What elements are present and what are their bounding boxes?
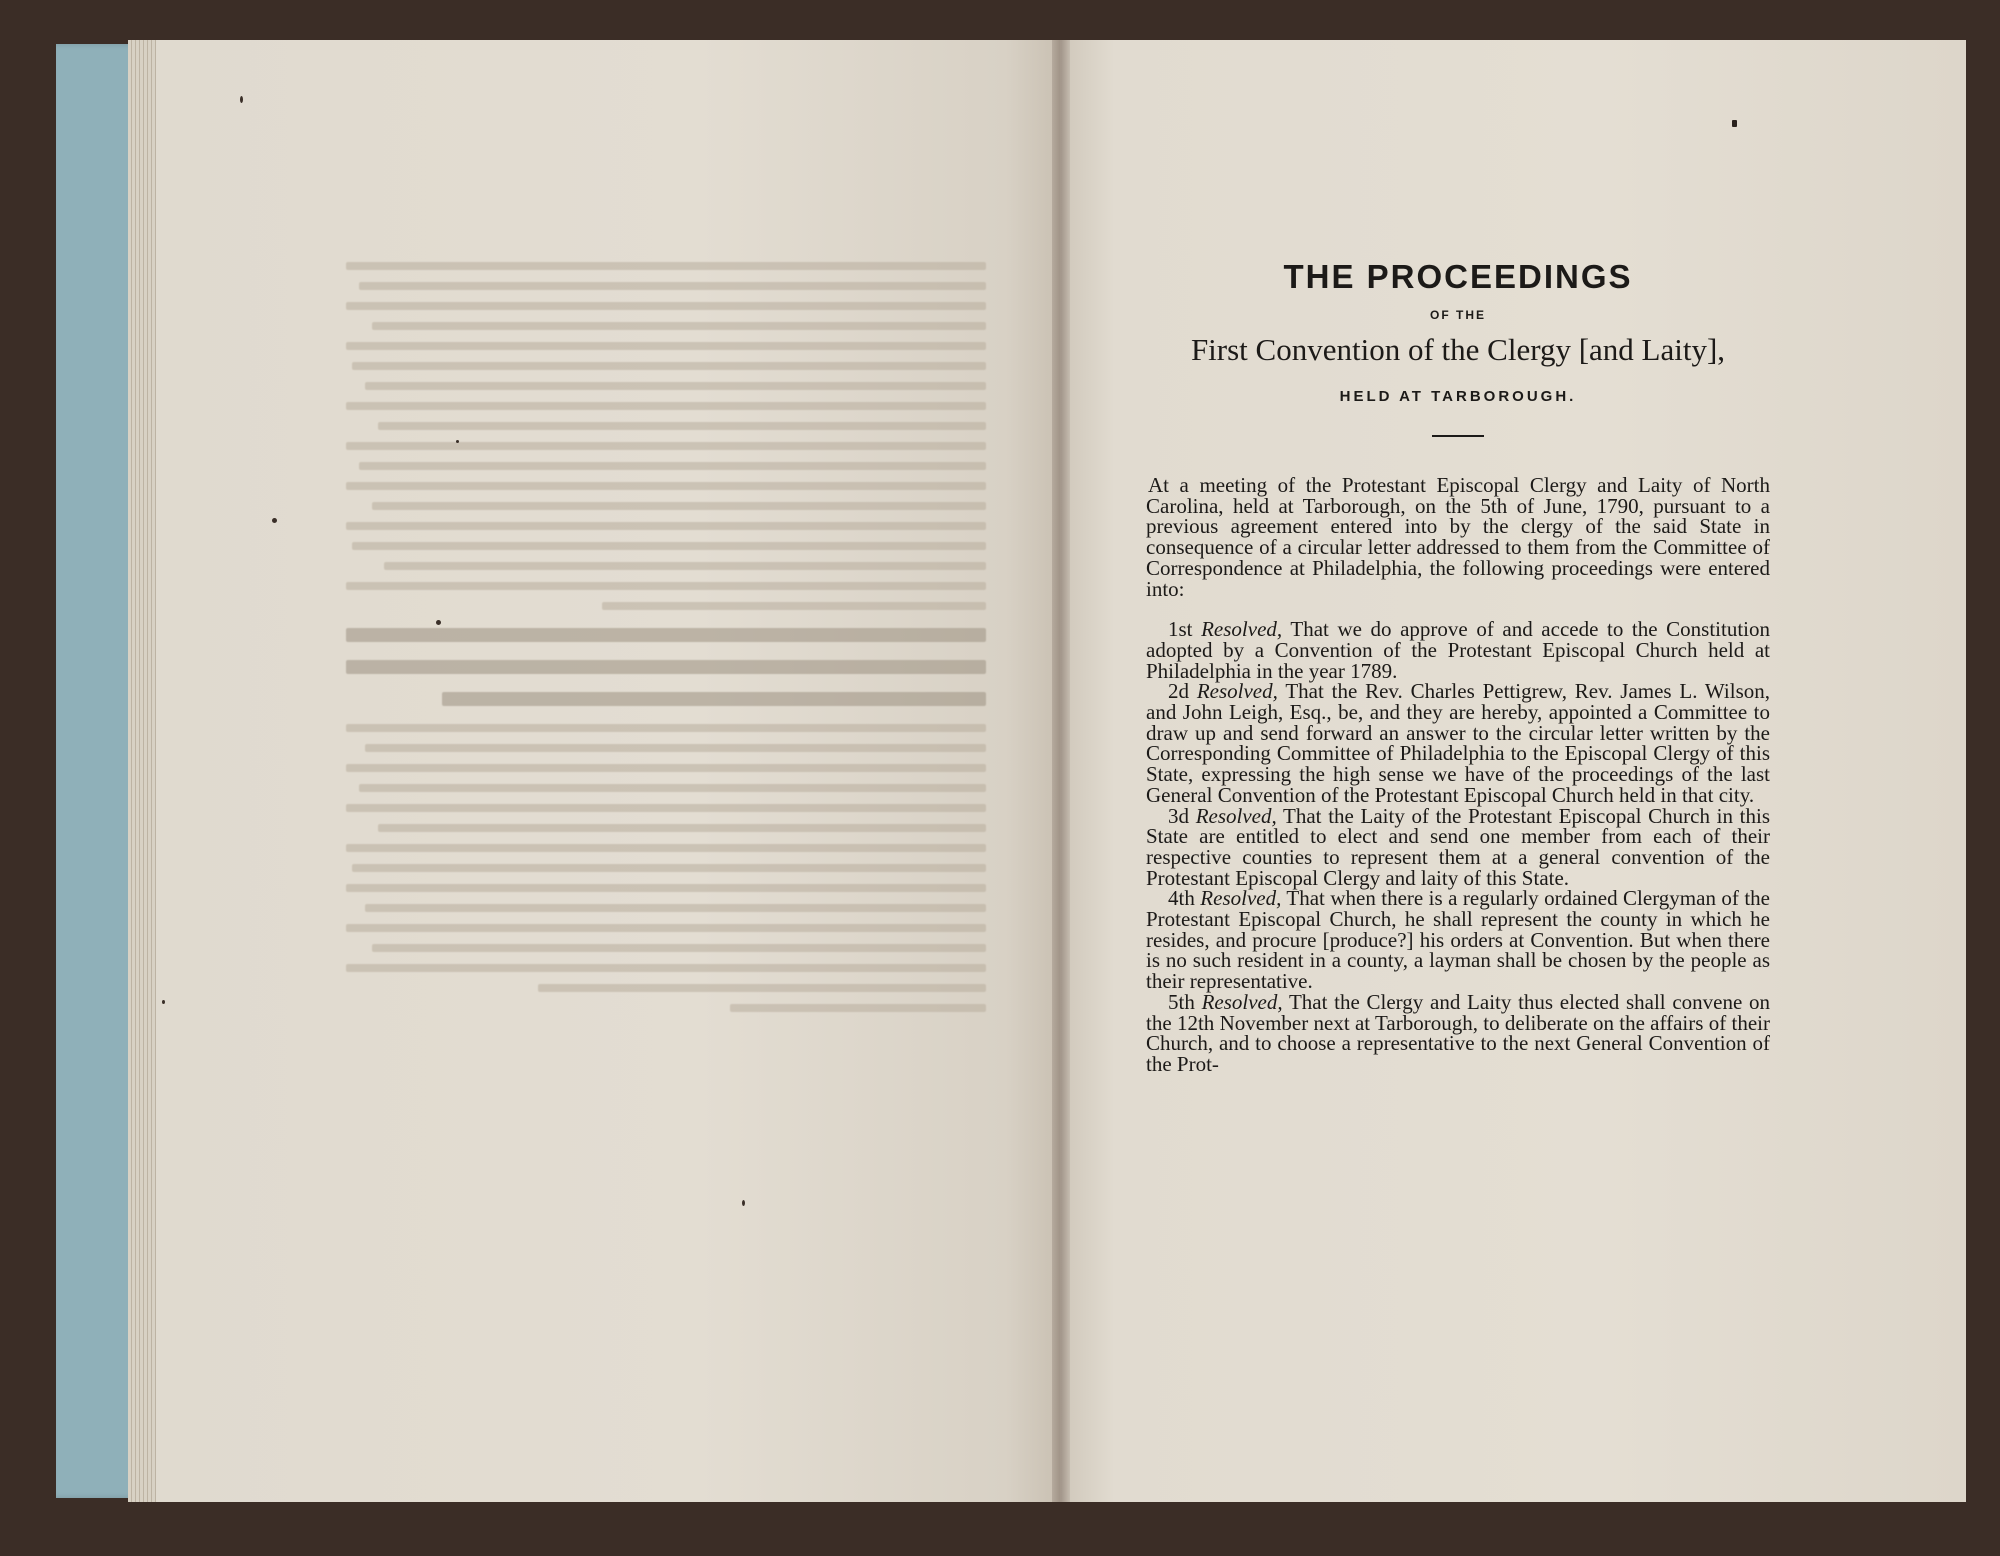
resolution-text: That when there is a regularly ordained Clergyman of the Protestant Episcopal Church, he shall represent the county in which he resides, and procure [produce?] his orders at Convention. But when there is no such resident in a county, a layman shall be chosen by the people as their representative.	[1146, 886, 1770, 994]
resolution-ordinal: 5th	[1168, 989, 1195, 1014]
bleed-through-text	[346, 250, 986, 1024]
resolution-label: Resolved,	[1200, 886, 1282, 911]
resolution-label: Resolved,	[1201, 617, 1283, 642]
resolutions-list	[1146, 619, 1770, 1074]
left-page-blank	[156, 40, 1060, 1502]
resolution-ordinal: 2d	[1168, 679, 1189, 704]
resolution-paragraph	[1146, 989, 1771, 1076]
resolution-paragraph	[1146, 888, 1770, 992]
paper-speck	[456, 440, 459, 443]
page-text	[1146, 258, 1770, 1075]
resolution-text: That the Rev. Charles Pettigrew, Rev. James L. Wilson, and John Leigh, Esq., be, and they are hereby, appointed a Committee to draw up and send forward an answer to the circular letter written by the Corresponding Committee of Philadelphia to the Episcopal Clergy of this State, expressing the high sense we have of the proceedings of the last General Convention of the Protestant Episcopal Church held in that city.	[1146, 679, 1770, 807]
resolution-ordinal: 3d	[1168, 803, 1189, 828]
paper-speck	[240, 96, 243, 103]
section-rule	[1432, 435, 1484, 437]
resolution-ordinal: 1st	[1168, 617, 1193, 642]
resolution-label: Resolved,	[1196, 679, 1278, 704]
paper-speck	[742, 1200, 745, 1206]
resolution-ordinal: 4th	[1168, 886, 1195, 911]
paper-speck	[272, 518, 277, 523]
resolution-text: That we do approve of and accede to the Constitution adopted by a Convention of the Protestant Episcopal Church held at Philadelphia in the year 1789.	[1146, 617, 1771, 683]
document-title: THE PROCEEDINGS	[1283, 258, 1633, 295]
title-connector: OF THE	[1430, 308, 1486, 322]
resolution-label: Resolved,	[1201, 989, 1283, 1014]
location-heading: HELD AT TARBOROUGH.	[1339, 388, 1577, 405]
resolution-paragraph	[1146, 619, 1770, 681]
resolution-label: Resolved,	[1195, 803, 1277, 828]
resolution-paragraph	[1146, 803, 1771, 890]
document-subtitle: First Convention of the Clergy [and Laity],	[1190, 332, 1726, 367]
paper-speck	[162, 1000, 165, 1004]
intro-paragraph: At a meeting of the Protestant Episcopal Clergy and Laity of North Carolina, held at Tarborough, on the 5th of June, 1790, pursuant to a previous agreement entered into by the clergy of the said State in consequence of a circular letter addressed to them from the Committee of Correspondence at Philadelphia, the following proceedings were entered into:	[1146, 473, 1770, 601]
paper-speck	[436, 620, 441, 625]
resolution-text: That the Laity of the Protestant Episcopal Church in this State are entitled to elect and send one member from each of their respective counties to represent them at a general convention of the Protestant Episcopal Clergy and laity of this State.	[1146, 803, 1771, 890]
paper-speck	[1732, 120, 1737, 127]
book-gutter	[1052, 40, 1070, 1502]
resolution-paragraph	[1146, 681, 1770, 805]
resolution-text: That the Clergy and Laity thus elected shall convene on the 12th November next at Tarborough, to deliberate on the affairs of their Church, and to choose a representative to the next General Convention of the Prot-	[1146, 989, 1771, 1076]
